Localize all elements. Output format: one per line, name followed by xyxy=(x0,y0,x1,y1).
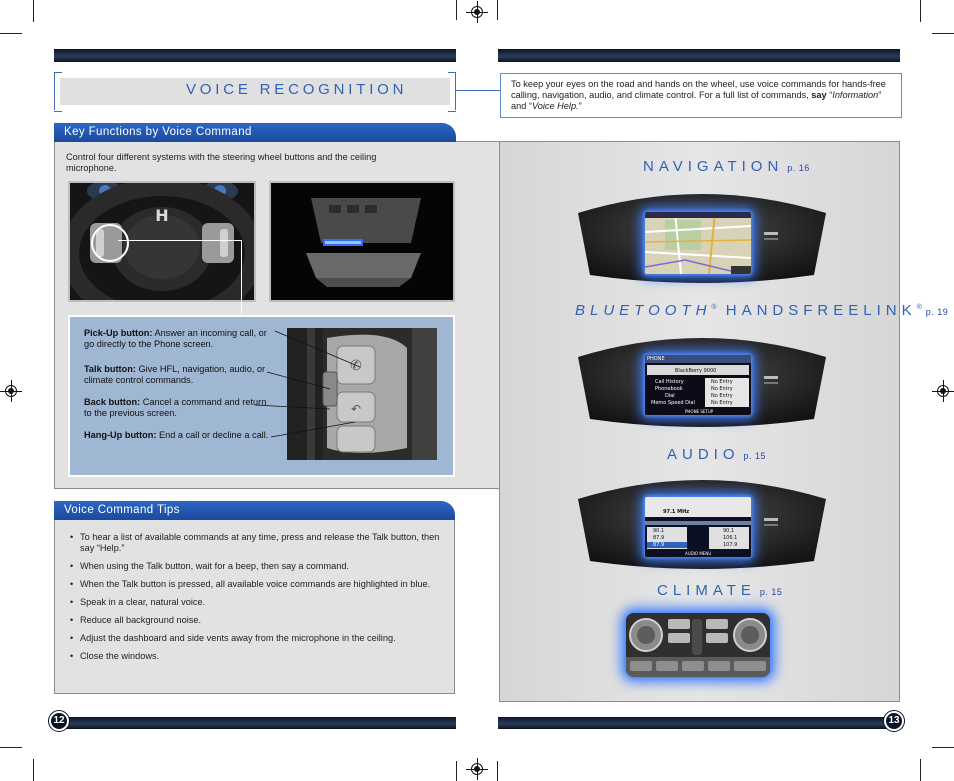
audio-frequency xyxy=(663,509,689,515)
crop-mark xyxy=(920,0,921,22)
audio-tuner-bar xyxy=(645,521,751,525)
back-button-text: Cancel a command and return to the previous screen. xyxy=(84,397,267,418)
bluetooth-label: BLUETOOTH xyxy=(575,302,712,319)
audio-screen xyxy=(645,497,751,557)
navigation-heading xyxy=(643,158,810,175)
climate-heading xyxy=(657,582,782,599)
page-number-left: 12 xyxy=(49,711,69,731)
leader-line xyxy=(118,240,242,241)
registration-mark-icon xyxy=(466,1,488,23)
crop-mark xyxy=(0,33,22,34)
hangup-button-text: End a call or decline a call. xyxy=(159,430,269,440)
crop-mark xyxy=(497,761,498,781)
crop-mark xyxy=(456,0,457,20)
phone-entry: No Entry xyxy=(711,386,733,392)
hangup-button-name: Hang-Up button: xyxy=(84,430,157,440)
bluetooth-heading xyxy=(575,302,948,319)
climate-control-panel xyxy=(626,613,770,677)
intro-command-information: Information xyxy=(832,90,879,100)
crop-mark xyxy=(33,759,34,781)
pickup-button-text: Answer an incoming call, or go directly to the Phone screen. xyxy=(84,328,267,349)
callout-lines xyxy=(70,317,457,479)
audio-label: AUDIO xyxy=(667,446,740,463)
audio-preset-selected: 87.9 xyxy=(647,542,687,548)
list-item: • When using the Talk button, wait for a beep, then say a command. xyxy=(70,561,440,572)
phone-menu-item: Dial xyxy=(665,393,675,399)
steering-wheel-photo xyxy=(68,181,256,302)
page-number-right: 13 xyxy=(884,711,904,731)
svg-text:H: H xyxy=(155,206,169,225)
phone-menu-item: Call History xyxy=(655,379,684,385)
bluetooth-page-ref: p. 19 xyxy=(925,307,949,317)
talk-button-name: Talk button: xyxy=(84,364,136,374)
back-button-name: Back button: xyxy=(84,397,141,407)
phone-menu-item: Phonebook xyxy=(655,386,683,392)
audio-frequency-unit: MHz xyxy=(677,509,690,515)
voice-tips-tab: Voice Command Tips xyxy=(54,501,455,520)
registration-mark-icon xyxy=(466,758,488,780)
footer-bar-left xyxy=(54,717,456,729)
navigation-label: NAVIGATION xyxy=(643,158,784,175)
talk-button-text: Give HFL, navigation, audio, or climate control commands. xyxy=(84,364,266,385)
audio-preset: 90.1 xyxy=(723,528,735,534)
intro-command-voice-help: Voice Help. xyxy=(531,101,579,111)
list-item: • Reduce all background noise. xyxy=(70,615,440,626)
leader-line xyxy=(241,240,242,316)
list-item: • Adjust the dashboard and side vents away from the microphone in the ceiling. xyxy=(70,633,440,644)
phone-entry: No Entry xyxy=(711,379,733,385)
registration-mark-icon xyxy=(0,380,22,402)
navigation-map-screen xyxy=(645,212,751,274)
key-functions-intro: Control four different systems with the steering wheel buttons and the ceiling microphone. xyxy=(66,152,377,173)
crop-mark xyxy=(0,747,22,748)
bluetooth-registered-mark: ® xyxy=(711,304,717,311)
climate-label: CLIMATE xyxy=(657,582,756,599)
climate-panel-illustration xyxy=(626,613,770,677)
audio-preset: 107.9 xyxy=(723,542,738,548)
registration-mark-icon xyxy=(932,380,954,402)
audio-frequency-value: 97.1 xyxy=(663,509,676,515)
handsfreelink-registered-mark: ® xyxy=(916,304,922,311)
audio-heading xyxy=(667,446,766,463)
ceiling-microphone-photo xyxy=(269,181,455,302)
audio-page-ref: p. 15 xyxy=(743,451,767,461)
audio-preset: 90.1 xyxy=(653,528,665,534)
page-title: VOICE RECOGNITION xyxy=(186,81,408,98)
audio-preset: 106.1 xyxy=(723,535,738,541)
phone-device: BlackBerry 9000 xyxy=(675,368,717,374)
audio-footer: AUDIO MENU xyxy=(685,551,712,556)
phone-entry: No Entry xyxy=(711,393,733,399)
phone-screen-header: PHONE xyxy=(647,356,665,362)
audio-header-bar xyxy=(645,497,751,517)
title-connector-line xyxy=(456,90,500,91)
intro-box: To keep your eyes on the road and hands on the wheel, use voice commands for hands-free calling, navigation, audio, and climate control. For a full list of commands, say “Information” and “Voice Help.” xyxy=(500,73,902,118)
crop-mark xyxy=(33,0,34,22)
list-item: • Close the windows. xyxy=(70,651,440,662)
steering-wheel-illustration xyxy=(70,183,254,300)
footer-bar-right xyxy=(498,717,900,729)
svg-text:✆: ✆ xyxy=(350,358,362,374)
title-box xyxy=(60,78,450,105)
button-detail-box xyxy=(68,315,455,477)
header-bar-right xyxy=(498,49,900,62)
phone-menu-item: Memo Speed Dial xyxy=(651,400,695,406)
phone-entry: No Entry xyxy=(711,400,733,406)
crop-mark xyxy=(497,0,498,20)
list-item: • Speak in a clear, natural voice. xyxy=(70,597,440,608)
ceiling-microphone-illustration xyxy=(271,183,453,300)
phone-screen xyxy=(645,355,751,415)
intro-text: To keep your eyes on the road and hands on the wheel, use voice commands for hands-free calling, navigation, audio, and climate control. For a full list of commands, xyxy=(511,79,886,100)
crop-mark xyxy=(932,747,954,748)
phone-footer: PHONE SETUP xyxy=(685,409,714,414)
intro-say: say xyxy=(811,90,827,100)
climate-page-ref: p. 15 xyxy=(759,587,783,597)
navigation-page-ref: p. 16 xyxy=(787,163,810,173)
intro-and: and xyxy=(511,101,527,111)
key-functions-tab: Key Functions by Voice Command xyxy=(54,123,456,142)
list-item: • When the Talk button is pressed, all available voice commands are highlighted in blue. xyxy=(70,579,440,590)
crop-mark xyxy=(932,33,954,34)
header-bar-left xyxy=(54,49,456,62)
audio-preset: 87.9 xyxy=(653,535,665,541)
svg-text:↶: ↶ xyxy=(350,402,362,416)
voice-tips-list xyxy=(70,532,440,669)
crop-mark xyxy=(456,761,457,781)
map-illustration xyxy=(645,212,751,274)
pickup-button-name: Pick-Up button: xyxy=(84,328,153,338)
crop-mark xyxy=(920,759,921,781)
handsfreelink-label: HANDSFREELINK xyxy=(725,302,917,319)
list-item: • To hear a list of available commands at any time, press and release the Talk button, then say “Help.” xyxy=(70,532,440,554)
